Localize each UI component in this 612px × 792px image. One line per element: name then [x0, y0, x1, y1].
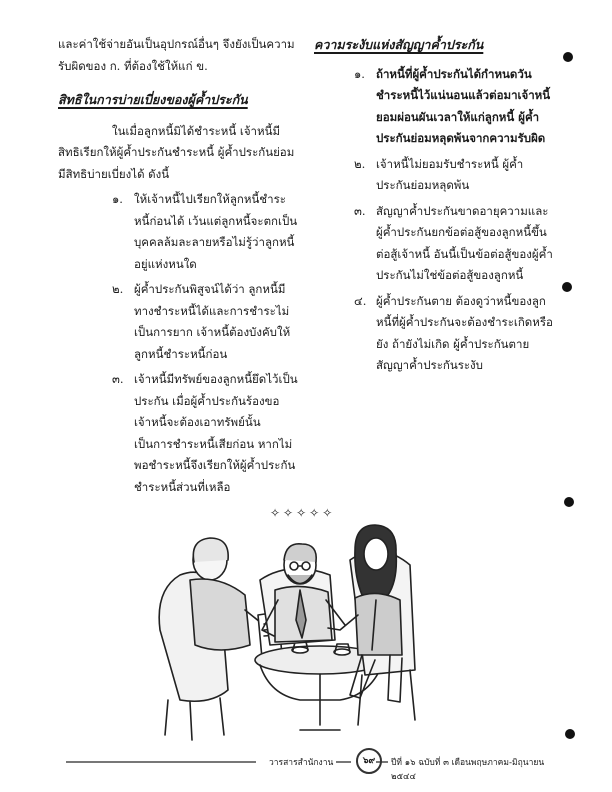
- termination-list: [348, 64, 554, 377]
- list-item: [106, 279, 298, 365]
- page-number: ๖๙: [356, 748, 382, 774]
- item-number: ๒.: [112, 282, 124, 296]
- section-heading-rights: สิทธิในการบ่ายเบี่ยงของผู้ค้ำประกัน: [58, 92, 248, 107]
- rights-list: [106, 189, 298, 498]
- footer-rule-left: [66, 761, 256, 763]
- list-item: [348, 291, 554, 377]
- left-column: [58, 34, 298, 498]
- item-number: ๑.: [354, 66, 365, 81]
- journal-title: วารสารสำนักงาน: [266, 755, 336, 769]
- list-item: [106, 189, 298, 275]
- item-text: ผู้ค้ำประกันพิสูจน์ได้ว่า ลูกหนี้มีทางชำระหนี้ได้และการชำระไม่เป็นการยาก เจ้าหนี้ต้องบังคับให้ลูกหนี้ชำระหนี้ก่อน: [134, 282, 291, 361]
- list-item: [348, 64, 554, 150]
- item-number: ๓.: [112, 372, 124, 386]
- punch-hole-2: [562, 282, 572, 292]
- item-text: เจ้าหนี้มีทรัพย์ของลูกหนี้ยึดไว้เป็นประกัน เมื่อผู้ค้ำประกันร้องขอ เจ้าหนี้จะต้องเอาทรัพย์นั้นเป็นการชำระหนี้เสียก่อน หากไม่พอชำระหนี้จึงเรียกให้ผู้ค้ำประกันชำระหนี้ส่วนที่เหลือ: [134, 372, 298, 494]
- list-item: [348, 154, 554, 197]
- punch-hole-3: [564, 497, 574, 507]
- item-number: ๓.: [354, 203, 366, 218]
- punch-hole-4: [565, 729, 575, 739]
- section-separator: ✧✧✧✧✧: [270, 506, 336, 520]
- item-number: ๑.: [112, 192, 123, 206]
- meeting-illustration: [150, 520, 450, 745]
- page-footer: [66, 752, 556, 782]
- punch-hole-1: [563, 52, 573, 62]
- right-column: [314, 34, 554, 377]
- item-text: ให้เจ้าหนี้ไปเรียกให้ลูกหนี้ชำระหนี้ก่อนได้ เว้นแต่ลูกหนี้จะตกเป็นบุคคลล้มละลายหรือไม่รู้ว่าลูกหนี้อยู่แห่งหนใด: [134, 192, 298, 271]
- item-number: ๒.: [354, 156, 366, 171]
- list-item: [106, 369, 298, 498]
- rights-paragraph: ในเมื่อลูกหนี้มิได้ชำระหนี้ เจ้าหนี้มีสิทธิเรียกให้ผู้ค้ำประกันชำระหนี้ ผู้ค้ำประกันย่อมมีสิทธิบ่ายเบี่ยงได้ ดังนี้: [58, 123, 295, 181]
- issue-info: ปีที่ ๑๖ ฉบับที่ ๓ เดือนพฤษภาคม-มิถุนายน ๒๕๔๔: [388, 755, 556, 783]
- item-number: ๔.: [354, 293, 367, 308]
- list-item: [348, 201, 554, 287]
- item-text: ถ้าหนี้ที่ผู้ค้ำประกันได้กำหนดวันชำระหนี้ไว้แน่นอนแล้วต่อมาเจ้าหนี้ยอมผ่อนผันเวลาให้แก่ลูกหนี้ ผู้ค้ำประกันย่อมหลุดพ้นจากความรับผิด: [376, 66, 551, 145]
- item-text: สัญญาค้ำประกันขาดอายุความและผู้ค้ำประกันยกข้อต่อสู้ของลูกหนี้ขึ้นต่อสู้เจ้าหนี้ อันนี้เป็นข้อต่อสู้ของผู้ค้ำประกันไม่ใช่ข้อต่อสู้ของลูกหนี้: [376, 203, 553, 282]
- intro-text: และค่าใช้จ่ายอันเป็นอุปกรณ์อื่นๆ จึงยังเป็นความรับผิดของ ก. ที่ต้องใช้ให้แก่ ข.: [58, 37, 295, 73]
- item-text: ผู้ค้ำประกันตาย ต้องดูว่าหนี้ของลูกหนี้ที่ผู้ค้ำประกันจะต้องชำระเกิดหรือยัง ถ้ายังไม่เกิด ผู้ค้ำประกันตาย สัญญาค้ำประกันระงับ: [376, 293, 553, 372]
- section-heading-termination: ความระงับแห่งสัญญาค้ำประกัน: [314, 37, 484, 52]
- item-text: เจ้าหนี้ไม่ยอมรับชำระหนี้ ผู้ค้ำประกันย่อมหลุดพ้น: [376, 156, 524, 192]
